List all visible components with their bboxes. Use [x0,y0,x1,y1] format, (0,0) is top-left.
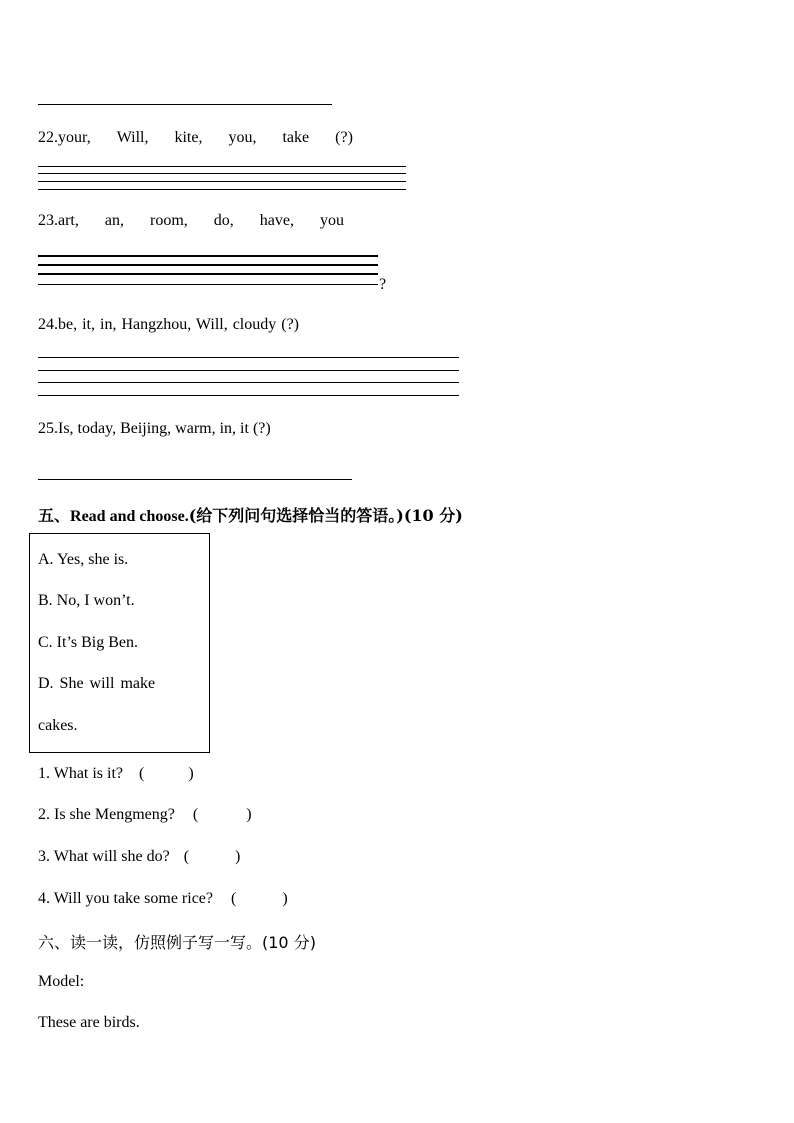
answer-blank-1[interactable]: ( ) [139,765,194,782]
q22-word: your, [58,129,91,146]
question-3-text: 3. What will she do? [38,848,170,865]
q23-word: room, [149,212,188,229]
q23-word: an, [104,212,124,229]
q23-answer-line[interactable] [38,273,378,275]
question-1 [38,765,194,783]
q22-number: 22. [38,129,58,146]
q22-answer-line[interactable] [38,189,406,190]
q23-prompt [38,212,344,230]
q22-word: take [282,129,310,146]
q22-word: Will, [116,129,149,146]
q22-answer-line[interactable] [38,173,406,174]
q23-number: 23. [38,212,58,229]
option-a: A. Yes, she is. [38,551,129,568]
q23-answer-line[interactable] [38,264,378,266]
q24-answer-line[interactable] [38,357,459,358]
q22-prompt [38,129,353,147]
q23-answer-line[interactable] [38,284,378,285]
q25-prompt: 25.Is, today, Beijing, warm, in, it (?) [38,420,271,437]
section6-heading: 六、读一读，仿照例子写一写。(10 分) [38,933,316,952]
option-d: D. She will make [38,675,156,692]
q22-word: (?) [335,129,353,146]
section5-heading [38,503,463,526]
option-d-continued: cakes. [38,717,78,734]
question-2 [38,806,252,824]
model-label: Model: [38,973,85,990]
section5-heading-cn: (给下列问句选择恰当的答语。)(10 分) [188,506,463,525]
q21-answer-line[interactable] [38,104,332,105]
q23-answer-line[interactable] [38,255,378,257]
q23-word: have, [259,212,294,229]
q23-end-mark: ? [379,276,387,293]
answer-blank-2[interactable]: ( ) [192,806,252,823]
question-3 [38,848,240,866]
q22-answer-line[interactable] [38,166,406,167]
section5-heading-prefix: 五、 [38,506,71,525]
model-sentence: These are birds. [38,1014,140,1031]
q22-word: kite, [174,129,203,146]
q24-answer-line[interactable] [38,382,459,383]
q22-answer-line[interactable] [38,181,406,182]
option-c: C. It’s Big Ben. [38,634,139,651]
section5-heading-en: Read and choose. [70,508,189,525]
q22-word: you, [228,129,257,146]
question-4-text: 4. Will you take some rice? [38,890,214,907]
q24-answer-line[interactable] [38,395,459,396]
q25-answer-line[interactable] [38,479,352,480]
q23-word: do, [213,212,234,229]
option-b: B. No, I won’t. [38,592,135,609]
q24-prompt: 24.be, it, in, Hangzhou, Will, cloudy (?) [38,316,300,333]
q23-word: art, [58,212,79,229]
answer-blank-4[interactable]: ( ) [231,890,288,907]
question-2-text: 2. Is she Mengmeng? [38,806,175,823]
q23-word: you [319,212,344,229]
answer-blank-3[interactable]: ( ) [183,848,241,865]
question-4 [38,890,288,908]
question-1-text: 1. What is it? [38,765,124,782]
q24-answer-line[interactable] [38,370,459,371]
